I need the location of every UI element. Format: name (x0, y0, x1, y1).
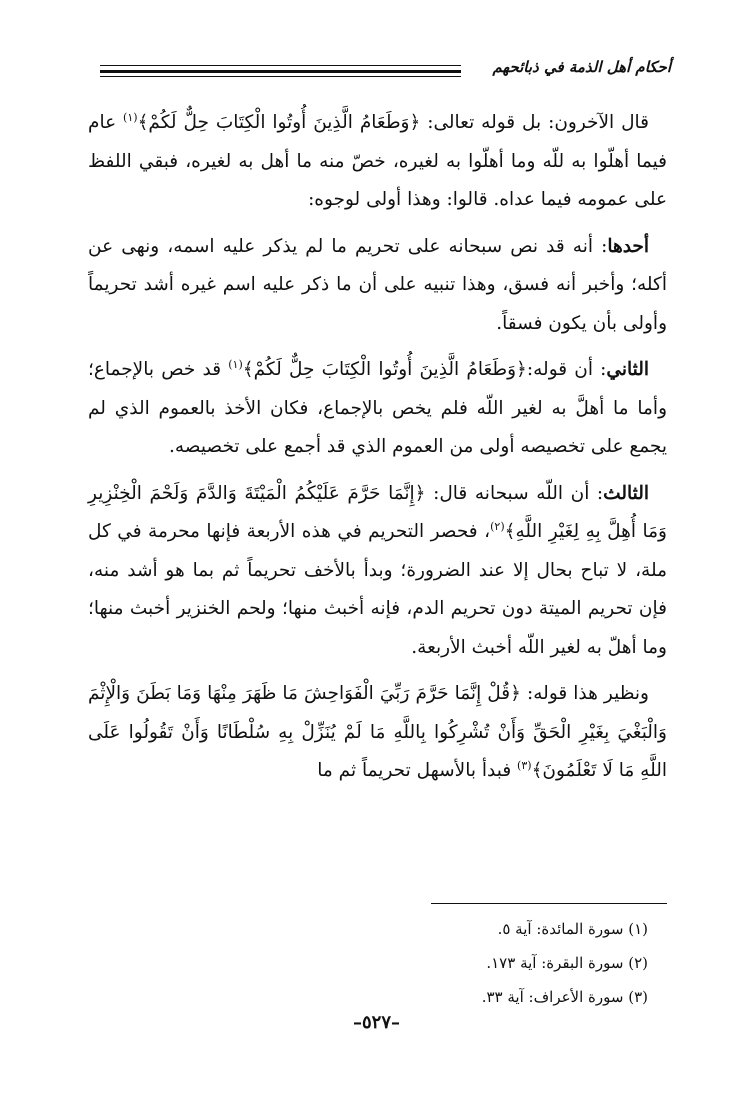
header-rule (100, 70, 461, 73)
footnote-divider (431, 903, 667, 904)
header-rule (100, 65, 461, 66)
paragraph-text: ، فحصر التحريم في هذه الأربعة فإنها محرمة في كل ملة، لا تباح بحال إلا عند الضرورة؛ وبدأ بالأخف تحريماً ثم بما هو أشد منه، فإن تحريم الميتة دون تحريم الدم، فإنه أخبث منها؛ ولحم الخنزير أخبث منها؛ وما أهلّ به لغير اللّه أخبث الأربعة. (88, 521, 667, 658)
footnote: (٢) سورة البقرة: آية ١٧٣. (486, 954, 648, 972)
header-title: أحكام أهل الذمة في ذبائحهم (492, 58, 671, 76)
footnote: (٣) سورة الأعراف: آية ٣٣. (481, 988, 648, 1006)
paragraph-text: : أن قوله: (526, 359, 607, 380)
page-number: –٥٢٧– (352, 1012, 400, 1033)
paragraph (88, 351, 667, 467)
paragraph-text: ونظير هذا قوله: (520, 683, 649, 704)
paragraph (88, 104, 667, 220)
quran-quote: ﴿وَطَعَامُ الَّذِينَ أُوتُوا الْكِتَابَ حِلٌّ لَكُمْ﴾ (242, 359, 527, 380)
paragraph (88, 475, 667, 668)
paragraph-text: فبدأ بالأسهل تحريماً ثم ما (317, 760, 518, 781)
quran-quote: ﴿وَطَعَامُ الَّذِينَ أُوتُوا الْكِتَابَ حِلٌّ لَكُمْ﴾ (137, 112, 421, 133)
main-text (88, 104, 667, 799)
footnote-ref: (٢) (490, 519, 505, 533)
header-rule (100, 76, 461, 77)
paragraph (88, 675, 667, 791)
footnotes (482, 912, 648, 1014)
footnote: (١) سورة المائدة: آية ٥. (497, 920, 648, 938)
paragraph-text: : أنه قد نص سبحانه على تحريم ما لم يذكر عليه اسمه، ونهى عن أكله؛ وأخبر أنه فسق، وهذا تنبيه على أن ما ذكر عليه اسم غيره أشد تحريماً وأولى بأن يكون فسقاً. (88, 235, 667, 334)
paragraph-text: عام فيما أهلّوا به للّه وما أهلّوا به لغيره، خصّ منه ما أهل به لغيره، فبقي اللفظ على عمومه فيما عداه. قالوا: وهذا أولى لوجوه: (88, 112, 667, 210)
paragraph (88, 228, 667, 344)
point-label: الثاني (606, 359, 649, 380)
point-label: أحدها (607, 235, 649, 257)
footnote-ref: (١) (228, 357, 243, 371)
running-header (100, 58, 671, 84)
paragraph-text: قال الآخرون: بل قوله تعالى: (420, 112, 650, 133)
point-label: الثالث (603, 482, 649, 504)
quran-quote: ﴿قُلْ إِنَّمَا حَرَّمَ رَبِّيَ الْفَوَاحِشَ مَا ظَهَرَ مِنْهَا وَمَا بَطَنَ وَالْإِثْمَ وَالْبَغْيَ بِغَيْرِ الْحَقِّ وَأَنْ تُشْرِكُوا بِاللَّهِ مَا لَمْ يُنَزِّلْ بِهِ سُلْطَانًا وَأَنْ تَقُولُوا عَلَى اللَّهِ مَا لَا تَعْلَمُونَ﴾ (88, 683, 667, 781)
paragraph-text: : أن اللّه سبحانه قال: (425, 482, 604, 504)
footnote-ref: (١) (123, 110, 138, 124)
footnote-ref: (٣) (517, 758, 532, 772)
quran-quote: ﴿إِنَّمَا حَرَّمَ عَلَيْكُمُ الْمَيْتَةَ وَالدَّمَ وَلَحْمَ الْخِنْزِيرِ وَمَا أُهِلَّ بِهِ لِغَيْرِ اللَّهِ﴾ (88, 482, 667, 542)
paragraph-text: قد خص بالإجماع؛ وأما ما أهلَّ به لغير اللّه فلم يخص بالإجماع، فكان الأخذ بالعموم الذي لم يجمع على تخصيصه أولى من العموم الذي قد أجمع على تخصيصه. (88, 359, 667, 457)
